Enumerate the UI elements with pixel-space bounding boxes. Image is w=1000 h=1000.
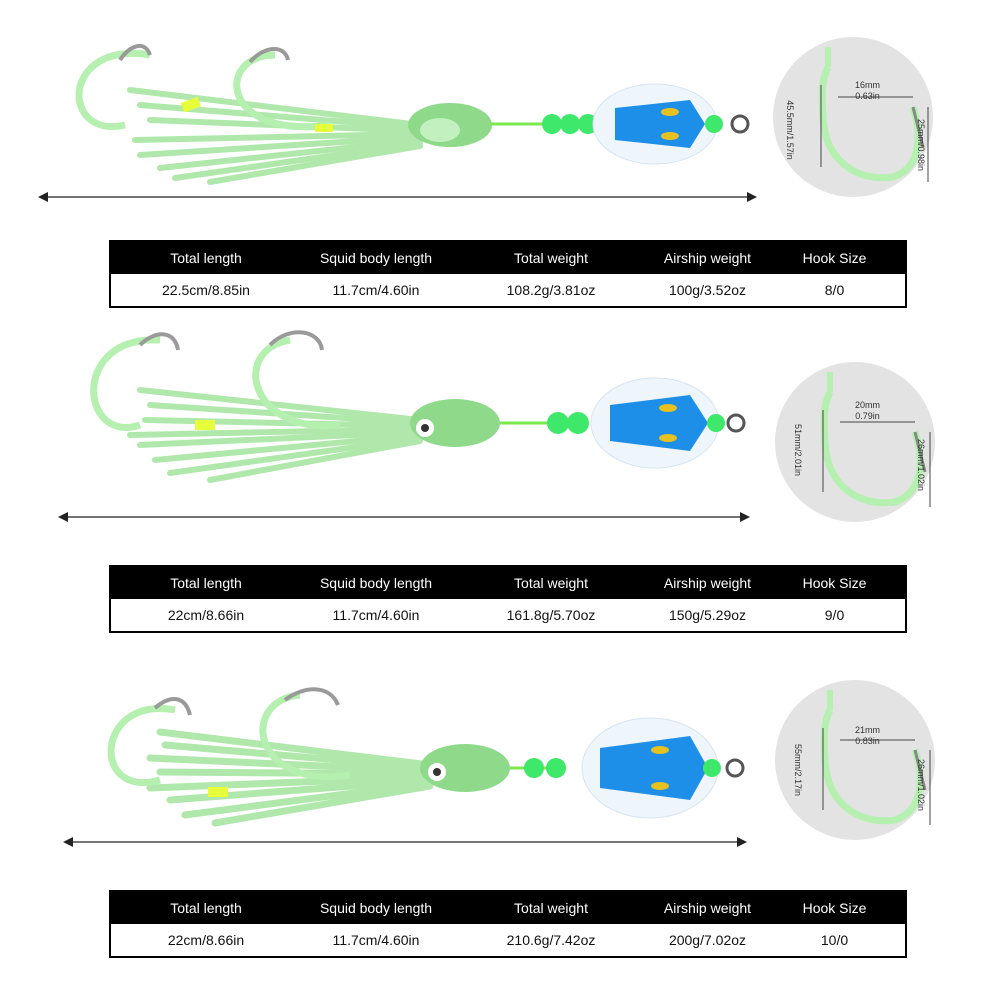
value-airship-weight: 200g/7.02oz xyxy=(668,932,747,948)
value-hook-size: 10/0 xyxy=(820,932,849,948)
header-total-weight: Total weight xyxy=(514,575,588,591)
hook-gap-label-2: 20mm 0.79in xyxy=(855,400,881,421)
spec-table-1 xyxy=(109,240,907,308)
spec-table-2 xyxy=(109,565,907,633)
header-total-weight: Total weight xyxy=(514,250,588,266)
header-hook-size: Hook Size xyxy=(802,250,867,266)
header-squid-body-length: Squid body length xyxy=(319,250,433,266)
value-total-weight: 210.6g/7.42oz xyxy=(506,932,596,948)
spec-table-row xyxy=(111,599,905,631)
value-total-weight: 161.8g/5.70oz xyxy=(506,607,596,623)
spec-table-header xyxy=(111,242,905,274)
lure-image-1 xyxy=(0,0,770,215)
spec-table-row xyxy=(111,924,905,956)
spec-table-3 xyxy=(109,890,907,958)
header-airship-weight: Airship weight xyxy=(663,575,752,591)
lure-image-3 xyxy=(0,650,770,865)
value-squid-body-length: 11.7cm/4.60in xyxy=(332,607,420,623)
spec-table-header xyxy=(111,567,905,599)
header-hook-size: Hook Size xyxy=(802,575,867,591)
hook-height-label-2: 26mm/1.02in xyxy=(916,438,927,492)
header-airship-weight: Airship weight xyxy=(663,250,752,266)
header-total-length: Total length xyxy=(170,250,242,266)
value-total-length: 22cm/8.66in xyxy=(167,932,245,948)
header-total-weight: Total weight xyxy=(514,900,588,916)
header-total-length: Total length xyxy=(170,900,242,916)
header-hook-size: Hook Size xyxy=(802,900,867,916)
value-hook-size: 8/0 xyxy=(824,282,845,298)
value-hook-size: 9/0 xyxy=(824,607,845,623)
lure-section-3 xyxy=(0,650,1000,975)
lure-section-1 xyxy=(0,0,1000,325)
value-total-length: 22cm/8.66in xyxy=(167,607,245,623)
header-squid-body-length: Squid body length xyxy=(319,575,433,591)
header-airship-weight: Airship weight xyxy=(663,900,752,916)
lure-section-2 xyxy=(0,325,1000,650)
lure-image-2 xyxy=(0,325,770,540)
spec-table-row xyxy=(111,274,905,306)
value-squid-body-length: 11.7cm/4.60in xyxy=(332,282,420,298)
value-total-length: 22.5cm/8.85in xyxy=(162,282,250,298)
spec-table-header xyxy=(111,892,905,924)
value-airship-weight: 100g/3.52oz xyxy=(668,282,747,298)
hook-length-label-1: 45.5mm/1.57in xyxy=(784,100,795,160)
header-total-length: Total length xyxy=(170,575,242,591)
hook-height-label-1: 25mm/0.98in xyxy=(916,118,927,172)
value-airship-weight: 150g/5.29oz xyxy=(668,607,747,623)
hook-gap-label-1: 16mm 0.63in xyxy=(855,80,881,101)
header-squid-body-length: Squid body length xyxy=(319,900,433,916)
hook-gap-label-3: 21mm 0.83in xyxy=(855,725,881,746)
value-total-weight: 108.2g/3.81oz xyxy=(506,282,596,298)
hook-diagram-1 xyxy=(773,37,933,197)
hook-height-label-3: 26mm/1.02in xyxy=(916,758,927,812)
hook-length-label-2: 51mm/2.01in xyxy=(793,423,804,477)
hook-length-label-3: 55mm/2.17in xyxy=(793,743,804,797)
value-squid-body-length: 11.7cm/4.60in xyxy=(332,932,420,948)
